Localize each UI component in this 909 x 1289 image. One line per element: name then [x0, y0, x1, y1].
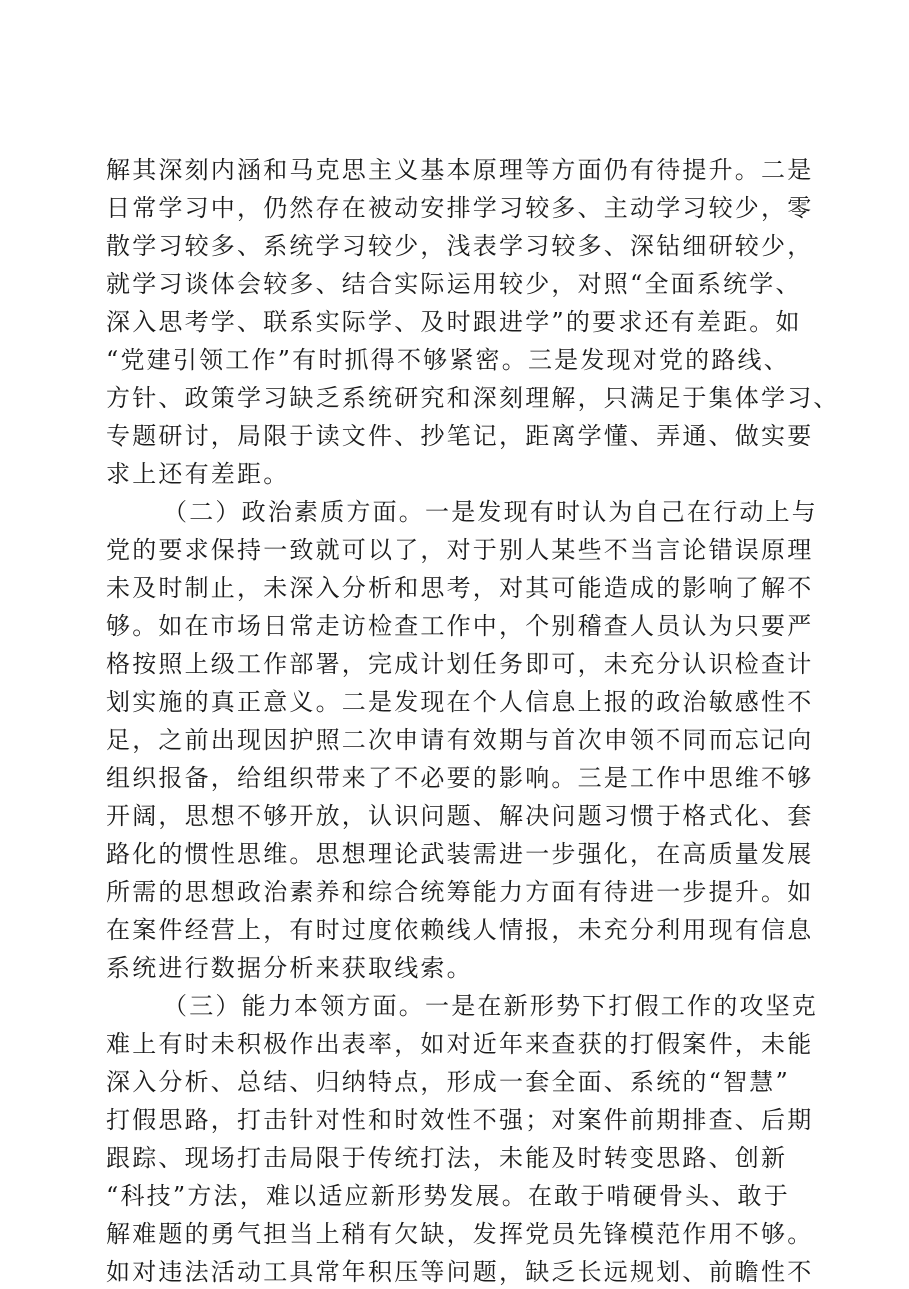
- text-line: 组织报备，给组织带来了不必要的影响。三是工作中思维不够: [106, 764, 814, 792]
- text-line: 跟踪、现场打击局限于传统打法，未能及时转变思路、创新: [106, 1144, 788, 1172]
- paragraph-heading-political: （二）政治素质方面。一是发现有时认为自己在行动上与: [163, 498, 818, 526]
- text-line: 解难题的勇气担当上稍有欠缺，发挥党员先锋模范作用不够。: [106, 1220, 814, 1248]
- text-line: “党建引领工作”有时抓得不够紧密。三是发现对党的路线、: [106, 346, 790, 374]
- text-line: 难上有时未积极作出表率，如对近年来查获的打假案件，未能: [106, 1030, 814, 1058]
- text-line: 足，之前出现因护照二次申请有效期与首次申领不同而忘记向: [106, 726, 814, 754]
- text-line: 求上还有差距。: [106, 460, 290, 488]
- text-line: 格按照上级工作部署，完成计划任务即可，未充分认识检查计: [106, 650, 814, 678]
- paragraph-heading-ability: （三）能力本领方面。一是在新形势下打假工作的攻坚克: [163, 992, 818, 1020]
- text-line: 如对违法活动工具常年积压等问题，缺乏长远规划、前瞻性不: [106, 1258, 814, 1286]
- text-line: 深入分析、总结、归纳特点，形成一套全面、系统的“智慧”: [106, 1068, 790, 1096]
- text-line: 党的要求保持一致就可以了，对于别人某些不当言论错误原理: [106, 536, 814, 564]
- text-line: 系统进行数据分析来获取线索。: [106, 954, 473, 982]
- text-line: 开阔，思想不够开放，认识问题、解决问题习惯于格式化、套: [106, 802, 814, 830]
- text-line: 未及时制止，未深入分析和思考，对其可能造成的影响了解不: [106, 574, 814, 602]
- text-line: 解其深刻内涵和马克思主义基本原理等方面仍有待提升。二是: [106, 156, 814, 184]
- text-line: 路化的惯性思维。思想理论武装需进一步强化，在高质量发展: [106, 840, 814, 868]
- text-line: 就学习谈体会较多、结合实际运用较少，对照“全面系统学、: [106, 270, 802, 298]
- text-line: 专题研讨，局限于读文件、抄笔记，距离学懂、弄通、做实要: [106, 422, 814, 450]
- text-line: 所需的思想政治素养和综合统筹能力方面有待进一步提升。如: [106, 878, 814, 906]
- text-line: 划实施的真正意义。二是发现在个人信息上报的政治敏感性不: [106, 688, 814, 716]
- text-line: 够。如在市场日常走访检查工作中，个别稽查人员认为只要严: [106, 612, 814, 640]
- text-line: 散学习较多、系统学习较少，浅表学习较多、深钻细研较少，: [106, 232, 814, 260]
- text-line: 打假思路，打击针对性和时效性不强；对案件前期排查、后期: [106, 1106, 814, 1134]
- text-line: 在案件经营上，有时过度依赖线人情报，未充分利用现有信息: [106, 916, 814, 944]
- text-line: 日常学习中，仍然存在被动安排学习较多、主动学习较少，零: [106, 194, 814, 222]
- text-line: 方针、政策学习缺乏系统研究和深刻理解，只满足于集体学习、: [106, 384, 840, 412]
- text-line: “科技”方法，难以适应新形势发展。在敢于啃硬骨头、敢于: [106, 1182, 790, 1210]
- text-line: 深入思考学、联系实际学、及时跟进学”的要求还有差距。如: [106, 308, 802, 336]
